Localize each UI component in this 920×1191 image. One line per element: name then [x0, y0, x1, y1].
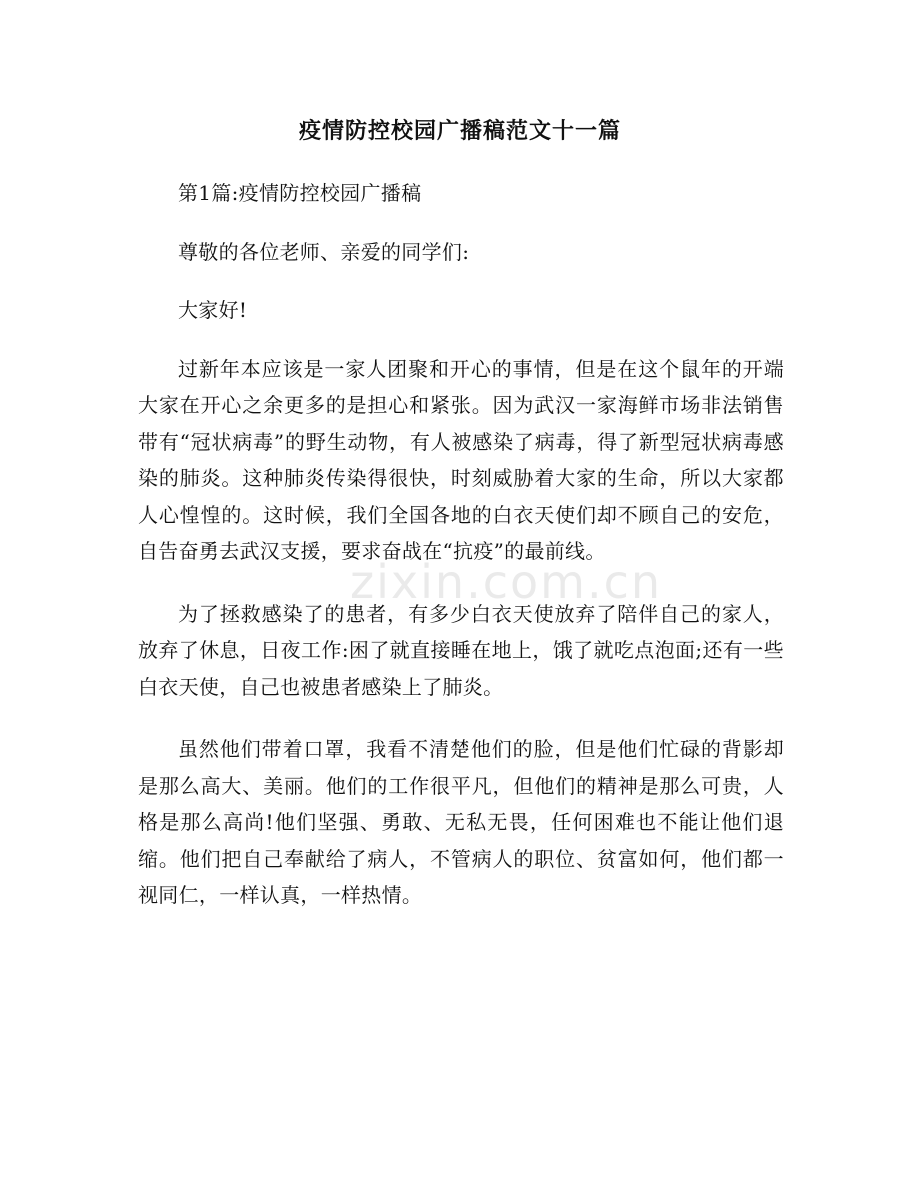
section-heading: 第1篇:疫情防控校园广播稿	[178, 181, 422, 205]
document-body	[138, 175, 784, 940]
document-title: 疫情防控校园广播稿范文十一篇	[298, 118, 621, 144]
paragraph-1: 过新年本应该是一家人团聚和开心的事情，但是在这个鼠年的开端大家在开心之余更多的是担心和紧张。因为武汉一家海鲜市场非法销售带有“冠状病毒”的野生动物，有人被感染了病毒，得了新型冠状病毒感染的肺炎。这种肺炎传染得很快，时刻威胁着大家的生命，所以大家都人心惶惶的。这时候，我们全国各地的白衣天使们却不顾自己的安危，自告奋勇去武汉支援，要求奋战在“抗疫”的最前线。	[138, 356, 784, 563]
paragraph-2: 为了拯救感染了的患者，有多少白衣天使放弃了陪伴自己的家人，放弃了休息，日夜工作:困了就直接睡在地上，饿了就吃点泡面;还有一些白衣天使，自己也被患者感染上了肺炎。	[138, 601, 784, 699]
salutation: 尊敬的各位老师、亲爱的同学们:	[178, 239, 470, 264]
watermark: zixin.com.cn	[350, 555, 663, 609]
paragraph-3: 虽然他们带着口罩，我看不清楚他们的脸，但是他们忙碌的背影却是那么高大、美丽。他们的工作很平凡，但他们的精神是那么可贵，人格是那么高尚!他们坚强、勇敢、无私无畏，任何困难也不能让他们退缩。他们把自己奉献给了病人，不管病人的职位、贫富如何，他们都一视同仁，一样认真，一样热情。	[138, 737, 784, 907]
greeting: 大家好!	[178, 298, 248, 322]
